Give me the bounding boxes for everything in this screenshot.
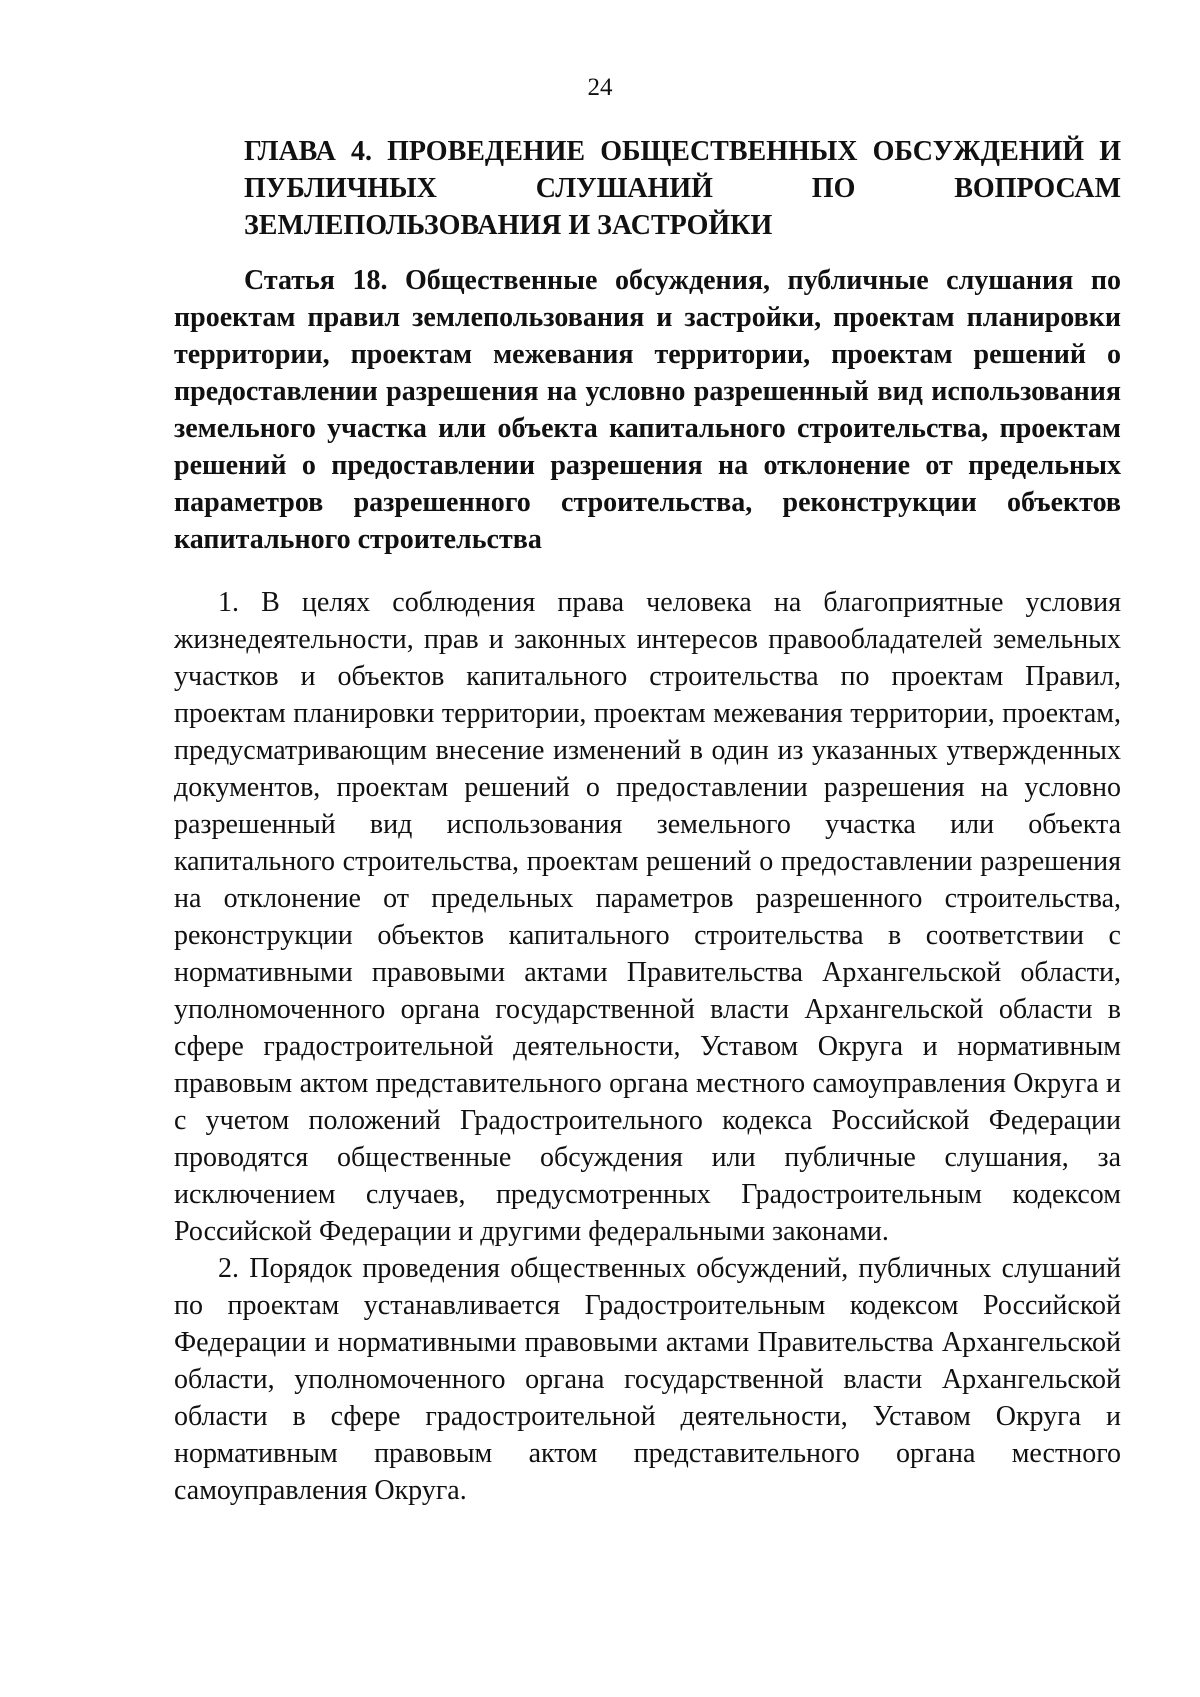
page-content bbox=[174, 133, 1121, 1509]
paragraph-2: 2. Порядок проведения общественных обсуждений, публичных слушаний по проектам устанавливается Градостроительным кодексом Российской Федерации и нормативными правовыми актами Правительства Архангельской области, уполномоченного органа государственной власти Архангельской области в сфере градостроительной деятельности, Уставом Округа и нормативным правовым актом представительного органа местного самоуправления Округа. bbox=[174, 1253, 1121, 1506]
article-title: Статья 18. Общественные обсуждения, публичные слушания по проектам правил землепользования и застройки, проектам планировки территории, проектам межевания территории, проектам решений о предоставлении разрешения на условно разрешенный вид использования земельного участка или объекта капитального строительства, проектам решений о предоставлении разрешения на отклонение от предельных параметров разрешенного строительства, реконструкции объектов капитального строительства bbox=[174, 265, 1121, 555]
chapter-title: ГЛАВА 4. ПРОВЕДЕНИЕ ОБЩЕСТВЕННЫХ ОБСУЖДЕНИЙ И ПУБЛИЧНЫХ СЛУШАНИЙ ПО ВОПРОСАМ ЗЕМЛЕПОЛЬЗОВАНИЯ И ЗАСТРОЙКИ bbox=[244, 136, 1121, 241]
paragraph-1: 1. В целях соблюдения права человека на благоприятные условия жизнедеятельности, прав и законных интересов правообладателей земельных участков и объектов капитального строительства по проектам Правил, проектам планировки территории, проектам межевания территории, проектам, предусматривающим внесение изменений в один из указанных утвержденных документов, проектам решений о предоставлении разрешения на условно разрешенный вид использования земельного участка или объекта капитального строительства, проектам решений о предоставлении разрешения на отклонение от предельных параметров разрешенного строительства, реконструкции объектов капитального строительства в соответствии с нормативными правовыми актами Правительства Архангельской области, уполномоченного органа государственной власти Архангельской области в сфере градостроительной деятельности, Уставом Округа и нормативным правовым актом представительного органа местного самоуправления Округа и с учетом положений Градостроительного кодекса Российской Федерации проводятся общественные обсуждения или публичные слушания, за исключением случаев, предусмотренных Градостроительным кодексом Российской Федерации и другими федеральными законами. bbox=[174, 587, 1121, 1247]
page-number: 24 bbox=[587, 74, 613, 101]
